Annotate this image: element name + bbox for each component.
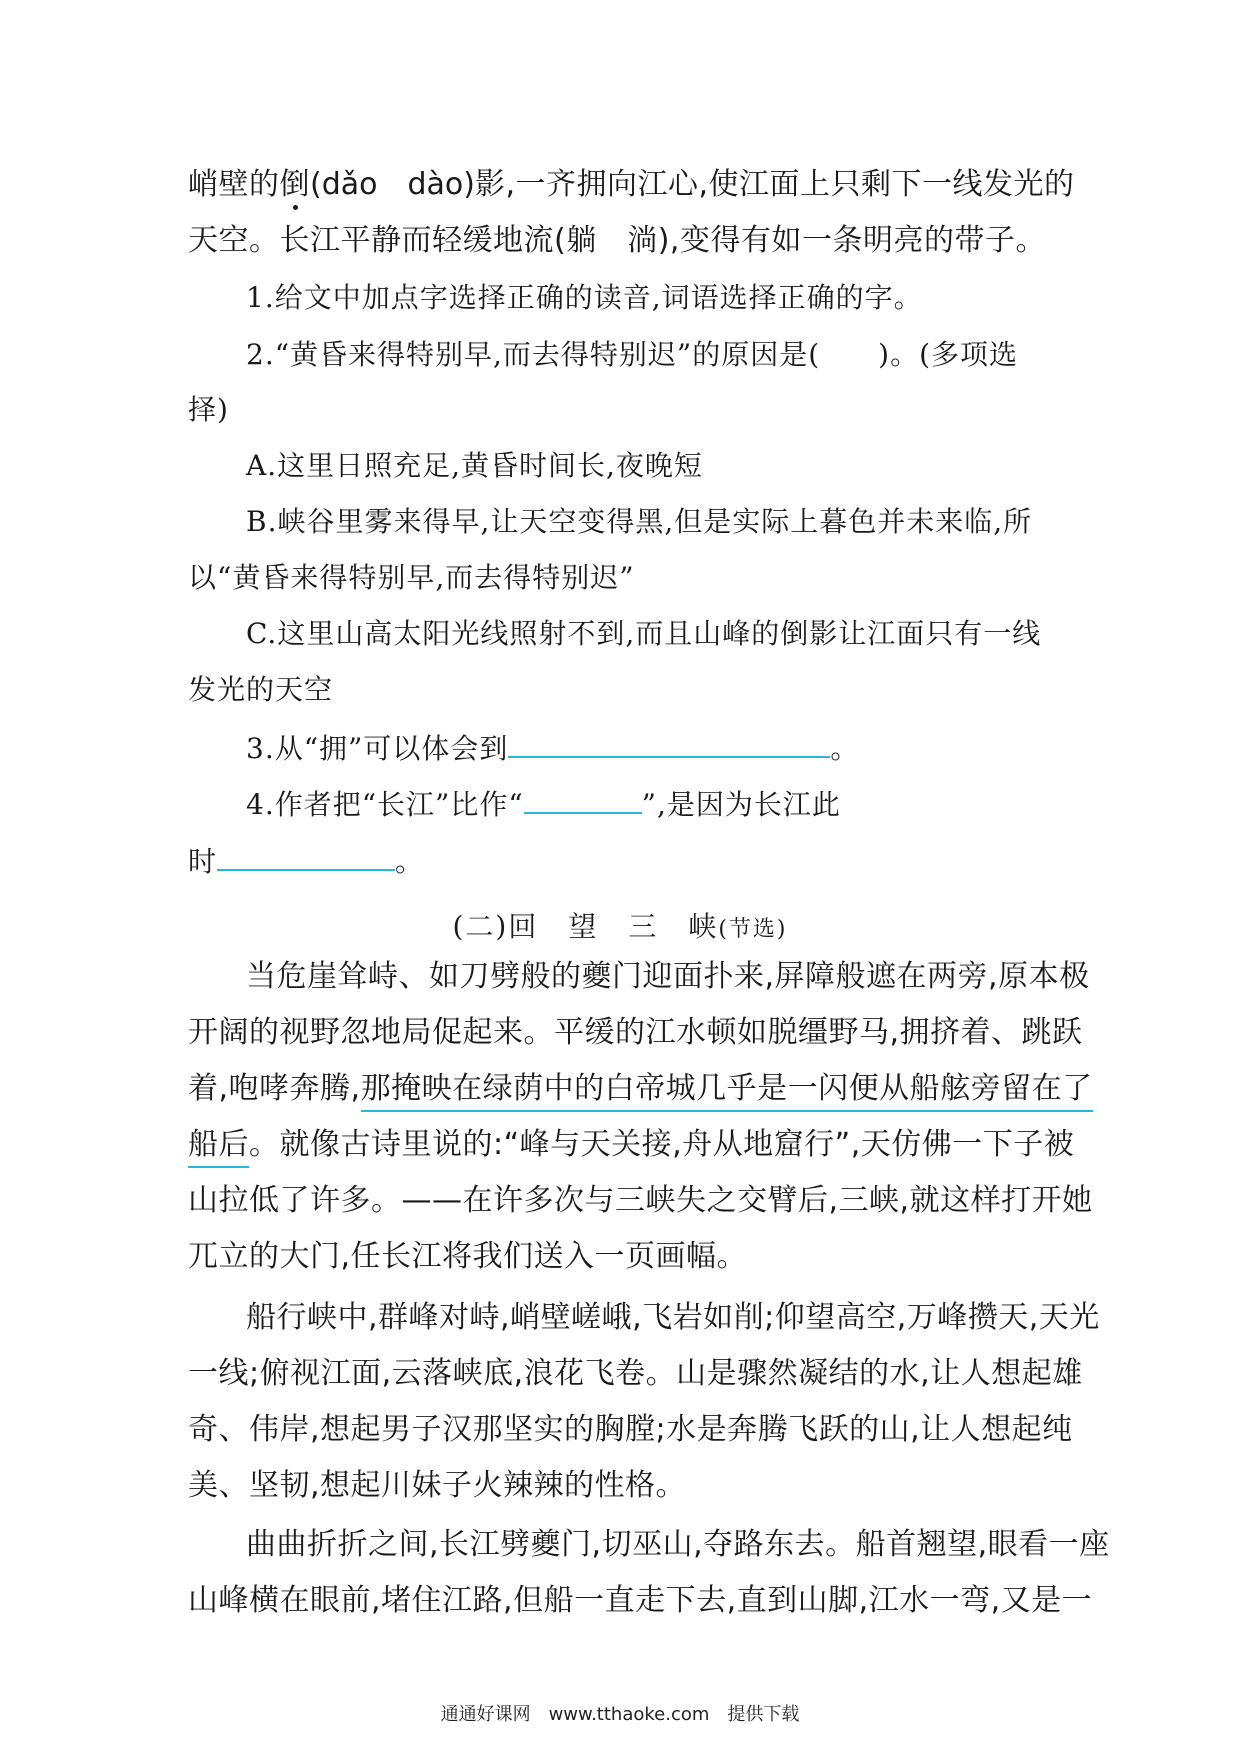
question-1: 1.给文中加点字选择正确的读音,词语选择正确的字。 (246, 281, 923, 314)
question-4-line1 (246, 788, 841, 819)
section-title (0, 905, 1240, 945)
passage2-p1-line1: 当危崖耸峙、如刀劈般的夔门迎面扑来,屏障般遮在两旁,原本极 (246, 959, 1090, 994)
question-3 (246, 732, 859, 763)
text-run: 。 (395, 845, 425, 878)
title-text: (二)回 望 三 峡 (452, 910, 719, 943)
pinyin-choice: (dǎo dào) (310, 167, 475, 202)
answer-blank-q4a[interactable] (524, 788, 642, 814)
passage2-p2-line4: 美、坚韧,想起川妹子火辣辣的性格。 (188, 1468, 687, 1503)
answer-blank-q4b[interactable] (217, 845, 395, 871)
option-c-line2: 发光的天空 (188, 673, 334, 706)
passage2-p2-line3: 奇、伟岸,想起男子汉那坚实的胸膛;水是奔腾飞跃的山,让人想起纯 (188, 1412, 1073, 1447)
passage2-p1-line3 (188, 1071, 1093, 1106)
text-run: 4.作者把“长江”比作“ (246, 788, 524, 821)
question-2-line1: 2.“黄昏来得特别早,而去得特别迟”的原因是( )。(多项选 (246, 338, 1019, 371)
question-2-line2: 择) (188, 393, 229, 426)
text-run: 3.从“拥”可以体会到 (246, 732, 509, 765)
passage2-p1-line6: 兀立的大门,任长江将我们送入一页画幅。 (188, 1239, 748, 1274)
option-c-line1: C.这里山高太阳光线照射不到,而且山峰的倒影让江面只有一线 (246, 617, 1042, 650)
passage1-line1 (188, 167, 1075, 202)
passage2-p1-line4 (188, 1127, 1075, 1162)
text-run: ”,是因为长江此 (641, 788, 841, 821)
title-note: (节选) (718, 917, 788, 942)
option-b-line1: B.峡谷里雾来得早,让天空变得黑,但是实际上暮色并未来临,所 (246, 505, 1033, 538)
passage2-p3-line2: 山峰横在眼前,堵住江路,但船一直走下去,直到山脚,江水一弯,又是一 (188, 1583, 1093, 1618)
answer-blank-q3[interactable] (508, 732, 830, 758)
passage2-p1-line5: 山拉低了许多。——在许多次与三峡失之交臂后,三峡,就这样打开她 (188, 1183, 1093, 1218)
text-run: 峭壁的 (188, 167, 280, 202)
text-run: 。就像古诗里说的:“峰与天关接,舟从地窟行”,天仿佛一下子被 (249, 1127, 1075, 1162)
passage2-p2-line2: 一线;俯视江面,云落峡底,浪花飞卷。山是骤然凝结的水,让人想起雄 (188, 1356, 1083, 1391)
text-run: 时 (188, 845, 218, 878)
passage2-p3-line1: 曲曲折折之间,长江劈夔门,切巫山,夺路东去。船首翘望,眼看一座 (246, 1527, 1110, 1562)
option-b-line2: 以“黄昏来得特别早,而去得特别迟” (188, 561, 635, 594)
passage2-p2-line1: 船行峡中,群峰对峙,峭壁嵯峨,飞岩如削;仰望高空,万峰攒天,天光 (246, 1300, 1100, 1335)
underlined-sentence: 船后 (188, 1127, 249, 1168)
text-run: 。 (830, 732, 860, 765)
question-4-line2 (188, 845, 424, 876)
footer-credit: 通通好课网 www.tthaoke.com 提供下载 (440, 1704, 800, 1725)
underlined-sentence: 那掩映在绿荫中的白帝城几乎是一闪便从船舷旁留在了 (361, 1071, 1093, 1112)
option-a: A.这里日照充足,黄昏时间长,夜晚短 (246, 449, 703, 482)
text-run: 着,咆哮奔腾, (188, 1071, 361, 1106)
passage1-line2: 天空。长江平静而轻缓地流(躺 淌),变得有如一条明亮的带子。 (188, 223, 1046, 258)
passage2-p1-line2: 开阔的视野忽地局促起来。平缓的江水顿如脱缰野马,拥挤着、跳跃 (188, 1015, 1083, 1050)
text-run: 影,一齐拥向江心,使江面上只剩下一线发光的 (474, 167, 1075, 202)
dotted-character: 倒 (279, 167, 310, 202)
